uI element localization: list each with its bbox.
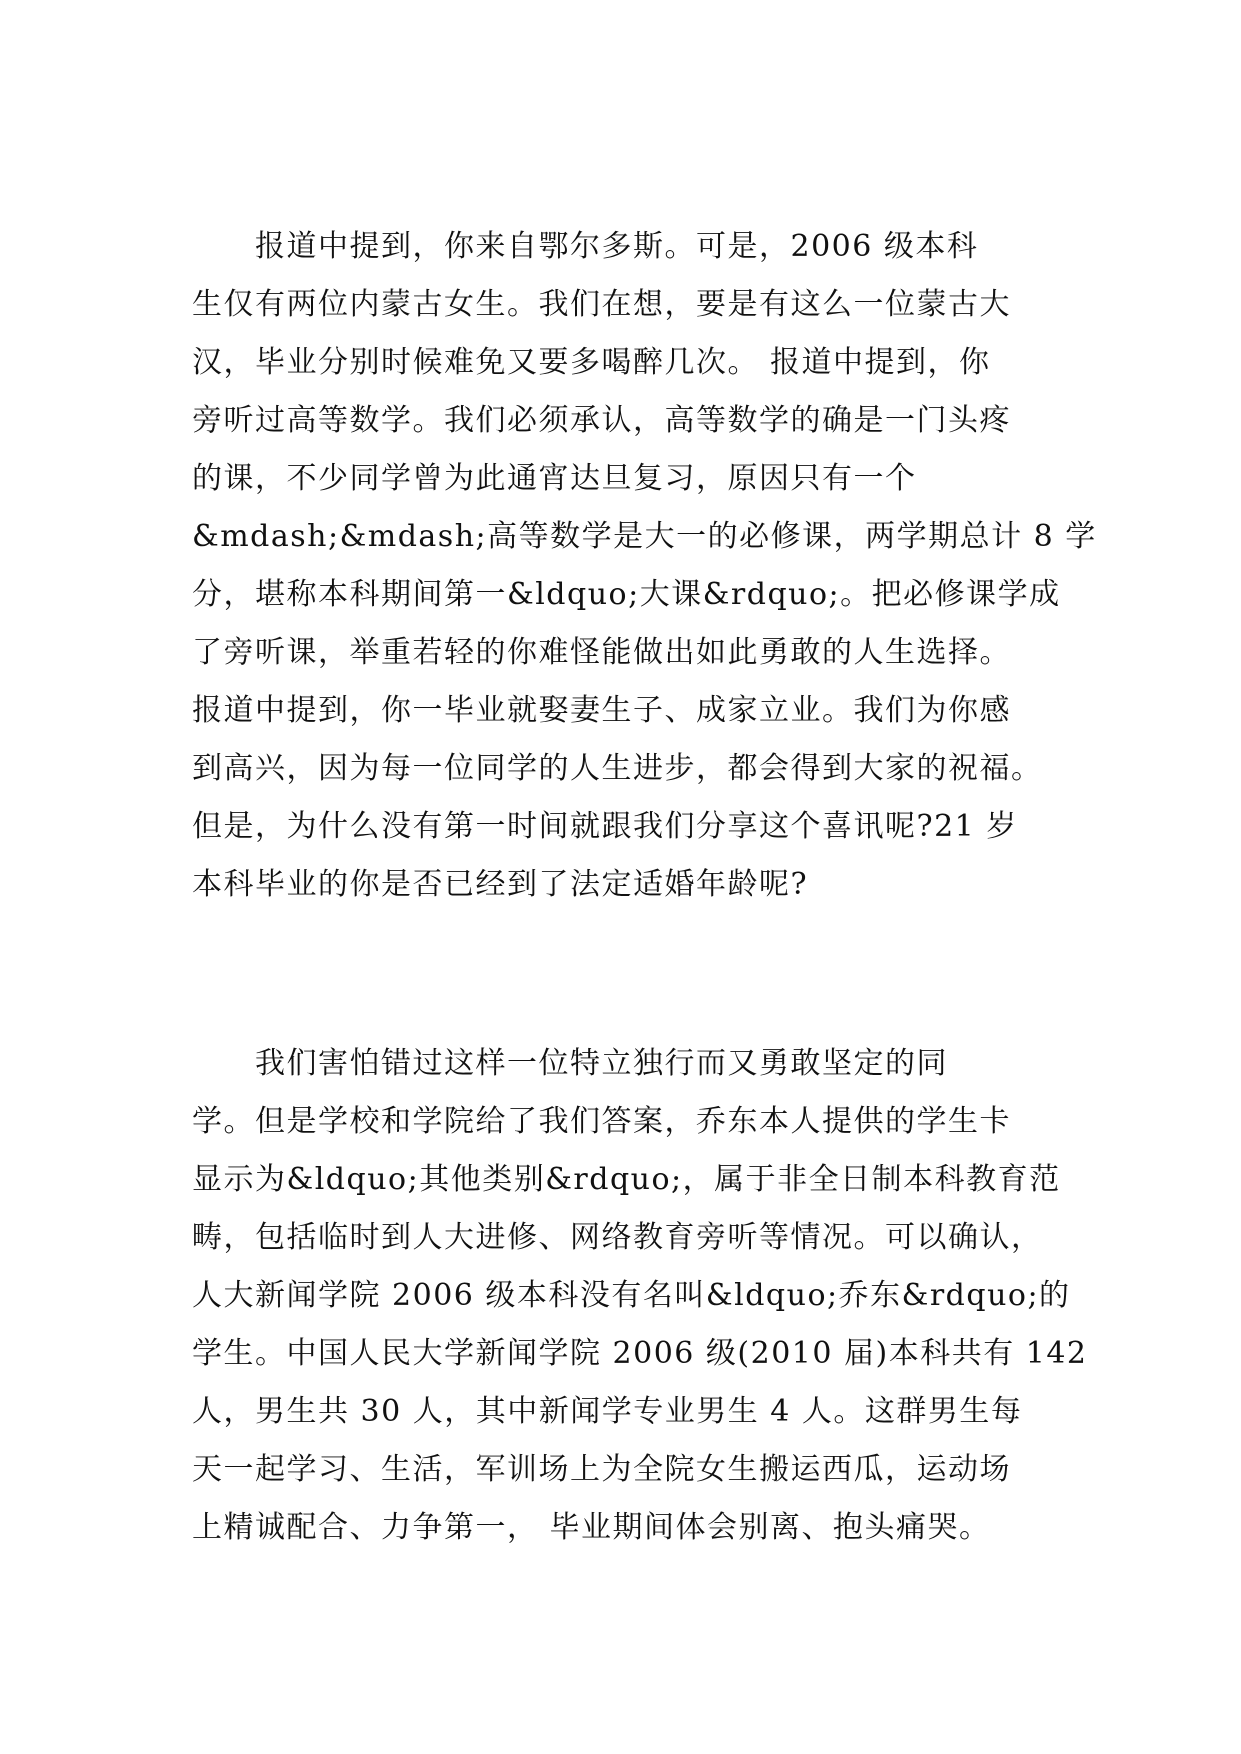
text-line: 学。但是学校和学院给了我们答案，乔东本人提供的学生卡 (192, 1104, 1011, 1139)
text-line: 报道中提到，你来自鄂尔多斯。可是，2006 级本科 (192, 229, 979, 264)
text-line: 但是，为什么没有第一时间就跟我们分享这个喜讯呢?21 岁 (192, 809, 1018, 844)
text-line: 人，男生共 30 人，其中新闻学专业男生 4 人。这群男生每 (192, 1394, 1023, 1429)
text-line: 的课，不少同学曾为此通宵达旦复习，原因只有一个 (192, 461, 917, 496)
text-line: 学生。中国人民大学新闻学院 2006 级(2010 届)本科共有 142 (192, 1336, 1088, 1371)
text-line: 人大新闻学院 2006 级本科没有名叫&ldquo;乔东&rdquo;的 (192, 1278, 1071, 1313)
paragraph-2 (192, 1035, 1088, 1557)
text-line: 显示为&ldquo;其他类别&rdquo;，属于非全日制本科教育范 (192, 1162, 1061, 1197)
text-line: 旁听过高等数学。我们必须承认，高等数学的确是一门头疼 (192, 403, 1011, 438)
text-line: 分，堪称本科期间第一&ldquo;大课&rdquo;。把必修课学成 (192, 577, 1061, 612)
text-line: 到高兴，因为每一位同学的人生进步，都会得到大家的祝福。 (192, 751, 1043, 786)
text-line: 我们害怕错过这样一位特立独行而又勇敢坚定的同 (192, 1046, 948, 1081)
text-line: 了旁听课，举重若轻的你难怪能做出如此勇敢的人生选择。 (192, 635, 1011, 670)
paragraph-1 (192, 218, 1097, 914)
text-line: 上精诚配合、力争第一， 毕业期间体会别离、抱头痛哭。 (192, 1510, 991, 1545)
text-line: 本科毕业的你是否已经到了法定适婚年龄呢? (192, 867, 809, 902)
text-line: 报道中提到，你一毕业就娶妻生子、成家立业。我们为你感 (192, 693, 1011, 728)
text-line: 畴，包括临时到人大进修、网络教育旁听等情况。可以确认， (192, 1220, 1043, 1255)
text-line: 生仅有两位内蒙古女生。我们在想，要是有这么一位蒙古大 (192, 287, 1011, 322)
text-line: &mdash;&mdash;高等数学是大一的必修课，两学期总计 8 学 (192, 519, 1097, 554)
text-line: 汉，毕业分别时候难免又要多喝醉几次。 报道中提到，你 (192, 345, 991, 380)
text-line: 天一起学习、生活，军训场上为全院女生搬运西瓜，运动场 (192, 1452, 1011, 1487)
